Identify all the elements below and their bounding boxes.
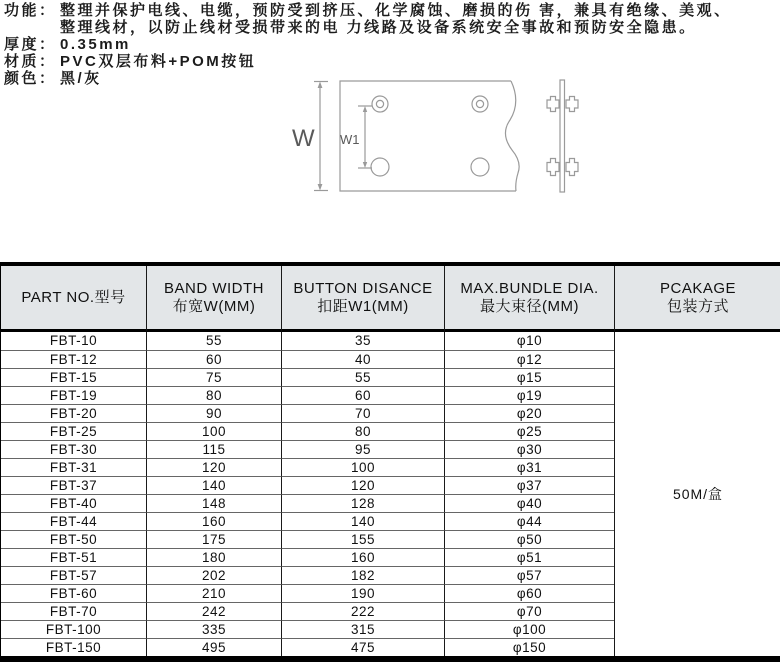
cell-button-distance: 475 <box>281 638 444 656</box>
cell-button-distance: 80 <box>281 422 444 440</box>
table-body <box>1 332 780 656</box>
cell-button-distance: 120 <box>281 476 444 494</box>
cell-bundle-dia: φ37 <box>444 476 614 494</box>
cell-part-no: FBT-12 <box>1 350 146 368</box>
cell-button-distance: 35 <box>281 332 444 350</box>
cell-band-width: 160 <box>146 512 281 530</box>
cell-button-distance: 182 <box>281 566 444 584</box>
spec-table-container <box>0 262 780 662</box>
cell-button-distance: 315 <box>281 620 444 638</box>
cell-part-no: FBT-10 <box>49 333 98 348</box>
description-line <box>4 19 778 36</box>
cell-bundle-dia: φ25 <box>444 422 614 440</box>
cell-part-no: FBT-60 <box>1 584 146 602</box>
field-label-empty <box>4 19 60 36</box>
cell-band-width: 60 <box>146 350 281 368</box>
cell-band-width: 148 <box>146 494 281 512</box>
cell-part-no: FBT-40 <box>1 494 146 512</box>
cell-bundle-dia: φ51 <box>444 548 614 566</box>
cell-part-no: FBT-20 <box>1 404 146 422</box>
dimension-w1-arrow <box>358 106 372 168</box>
header-cell-4 <box>614 266 780 332</box>
field-value-material: PVC双层布料+POM按钮 <box>60 53 257 70</box>
cell-band-width: 335 <box>146 620 281 638</box>
field-value-function: 整理并保护电线、电缆，预防受到挤压、化学腐蚀、磨损的伤 害，兼具有绝缘、美观、 <box>60 2 732 19</box>
cell-part-no: FBT-31 <box>1 458 146 476</box>
cell-band-width: 90 <box>146 404 281 422</box>
cell-bundle-dia: φ44 <box>444 512 614 530</box>
cell-bundle-dia: φ15 <box>444 368 614 386</box>
cell-part-no: FBT-30 <box>1 440 146 458</box>
hole-bottom-right <box>471 158 489 176</box>
spec-table <box>0 262 780 662</box>
header-line-en: BUTTON DISANCE <box>293 279 433 297</box>
dimension-w-arrow <box>314 82 328 191</box>
header-line-cn: 扣距W1(MM) <box>317 297 409 315</box>
cell-part-no: FBT-57 <box>1 566 146 584</box>
cell-bundle-dia: φ31 <box>444 458 614 476</box>
cell-bundle-dia: φ150 <box>444 638 614 656</box>
hole-bottom-left <box>371 158 389 176</box>
field-value-function-cont: 整理线材，以防止线材受损带来的电 力线路及设备系统安全事故和预防安全隐患。 <box>60 19 697 36</box>
cell-band-width: 242 <box>146 602 281 620</box>
cell-band-width: 120 <box>146 458 281 476</box>
cell-band-width: 210 <box>146 584 281 602</box>
cell-button-distance: 190 <box>281 584 444 602</box>
cell-part-no: FBT-44 <box>1 512 146 530</box>
description-line <box>4 2 778 19</box>
cell-band-width: 180 <box>146 548 281 566</box>
cell-part-no: FBT-37 <box>1 476 146 494</box>
field-label-function: 功能： <box>4 2 57 19</box>
w1-dimension-label: W1 <box>340 132 360 147</box>
cell-bundle-dia: φ57 <box>444 566 614 584</box>
header-line-cn: 布宽W(MM) <box>172 297 256 315</box>
cell-bundle-dia: φ50 <box>444 530 614 548</box>
side-button-bottom-right <box>566 159 578 176</box>
cell-band-width: 175 <box>146 530 281 548</box>
cell-band-width: 202 <box>146 566 281 584</box>
cell-band-width: 55 <box>146 332 281 350</box>
cell-button-distance: 160 <box>281 548 444 566</box>
cell-band-width: 100 <box>146 422 281 440</box>
field-value-thickness: 0.35mm <box>60 36 131 53</box>
cell-package-merged: 50M/盒 <box>614 332 780 656</box>
dimension-diagram <box>288 72 588 204</box>
header-line-cn: 最大束径(MM) <box>480 297 579 315</box>
header-cell-3 <box>444 266 614 332</box>
field-value-color: 黑/灰 <box>60 70 102 87</box>
side-button-top-right <box>566 97 578 112</box>
cell-button-distance: 155 <box>281 530 444 548</box>
side-button-top-left <box>547 97 559 112</box>
cell-bundle-dia: φ70 <box>444 602 614 620</box>
cell-button-distance: 128 <box>281 494 444 512</box>
cell-part-no: FBT-19 <box>1 386 146 404</box>
cell-bundle-dia: φ19 <box>444 386 614 404</box>
cell-bundle-dia: φ60 <box>444 584 614 602</box>
header-line-en: BAND WIDTH <box>164 279 264 297</box>
cell-part-no: FBT-25 <box>1 422 146 440</box>
header-cell-1 <box>146 266 281 332</box>
cell-part-no: FBT-51 <box>1 548 146 566</box>
cell-band-width: 75 <box>146 368 281 386</box>
cell-button-distance: 222 <box>281 602 444 620</box>
description-line <box>4 53 778 70</box>
field-label-color: 颜色： <box>4 70 57 87</box>
button-top-right <box>472 96 488 112</box>
cell-bundle-dia: φ20 <box>444 404 614 422</box>
header-cell-2 <box>281 266 444 332</box>
cell-part-no: FBT-15 <box>1 368 146 386</box>
cell-bundle-dia: φ12 <box>444 350 614 368</box>
cell-button-distance: 100 <box>281 458 444 476</box>
cell-band-width: 115 <box>146 440 281 458</box>
cell-band-width: 80 <box>146 386 281 404</box>
header-line-en: MAX.BUNDLE DIA. <box>460 279 599 297</box>
cell-bundle-dia: φ100 <box>444 620 614 638</box>
cell-button-distance: 70 <box>281 404 444 422</box>
header-line-cn: 包装方式 <box>666 297 729 315</box>
header-cell-0 <box>1 266 146 332</box>
field-label-material: 材质： <box>4 53 57 70</box>
button-top-left <box>372 96 388 112</box>
header-line-en: PART NO.型号 <box>21 288 126 306</box>
cell-button-distance: 60 <box>281 386 444 404</box>
side-view-strip <box>547 80 578 192</box>
cell-button-distance: 55 <box>281 368 444 386</box>
cell-part-no: FBT-70 <box>1 602 146 620</box>
cell-button-distance: 140 <box>281 512 444 530</box>
description-line <box>4 36 778 53</box>
w-dimension-label: W <box>292 125 315 152</box>
button-top-left-inner <box>376 100 383 107</box>
cell-bundle-dia: φ10 <box>444 332 614 350</box>
front-view-band <box>340 81 519 191</box>
cell-part-no: FBT-150 <box>1 638 146 656</box>
button-top-right-inner <box>476 100 483 107</box>
field-label-thickness: 厚度： <box>4 36 57 53</box>
table-row <box>1 332 780 350</box>
cell-band-width: 140 <box>146 476 281 494</box>
side-button-bottom-left <box>547 159 559 176</box>
cell-button-distance: 40 <box>281 350 444 368</box>
cell-button-distance: 95 <box>281 440 444 458</box>
cell-bundle-dia: φ30 <box>444 440 614 458</box>
cell-bundle-dia: φ40 <box>444 494 614 512</box>
cell-band-width: 495 <box>146 638 281 656</box>
cell-part-no: FBT-100 <box>1 620 146 638</box>
cell-part-no: FBT-50 <box>1 530 146 548</box>
header-line-en: PCAKAGE <box>659 279 737 297</box>
table-header-row <box>1 266 780 332</box>
break-line <box>505 81 519 191</box>
